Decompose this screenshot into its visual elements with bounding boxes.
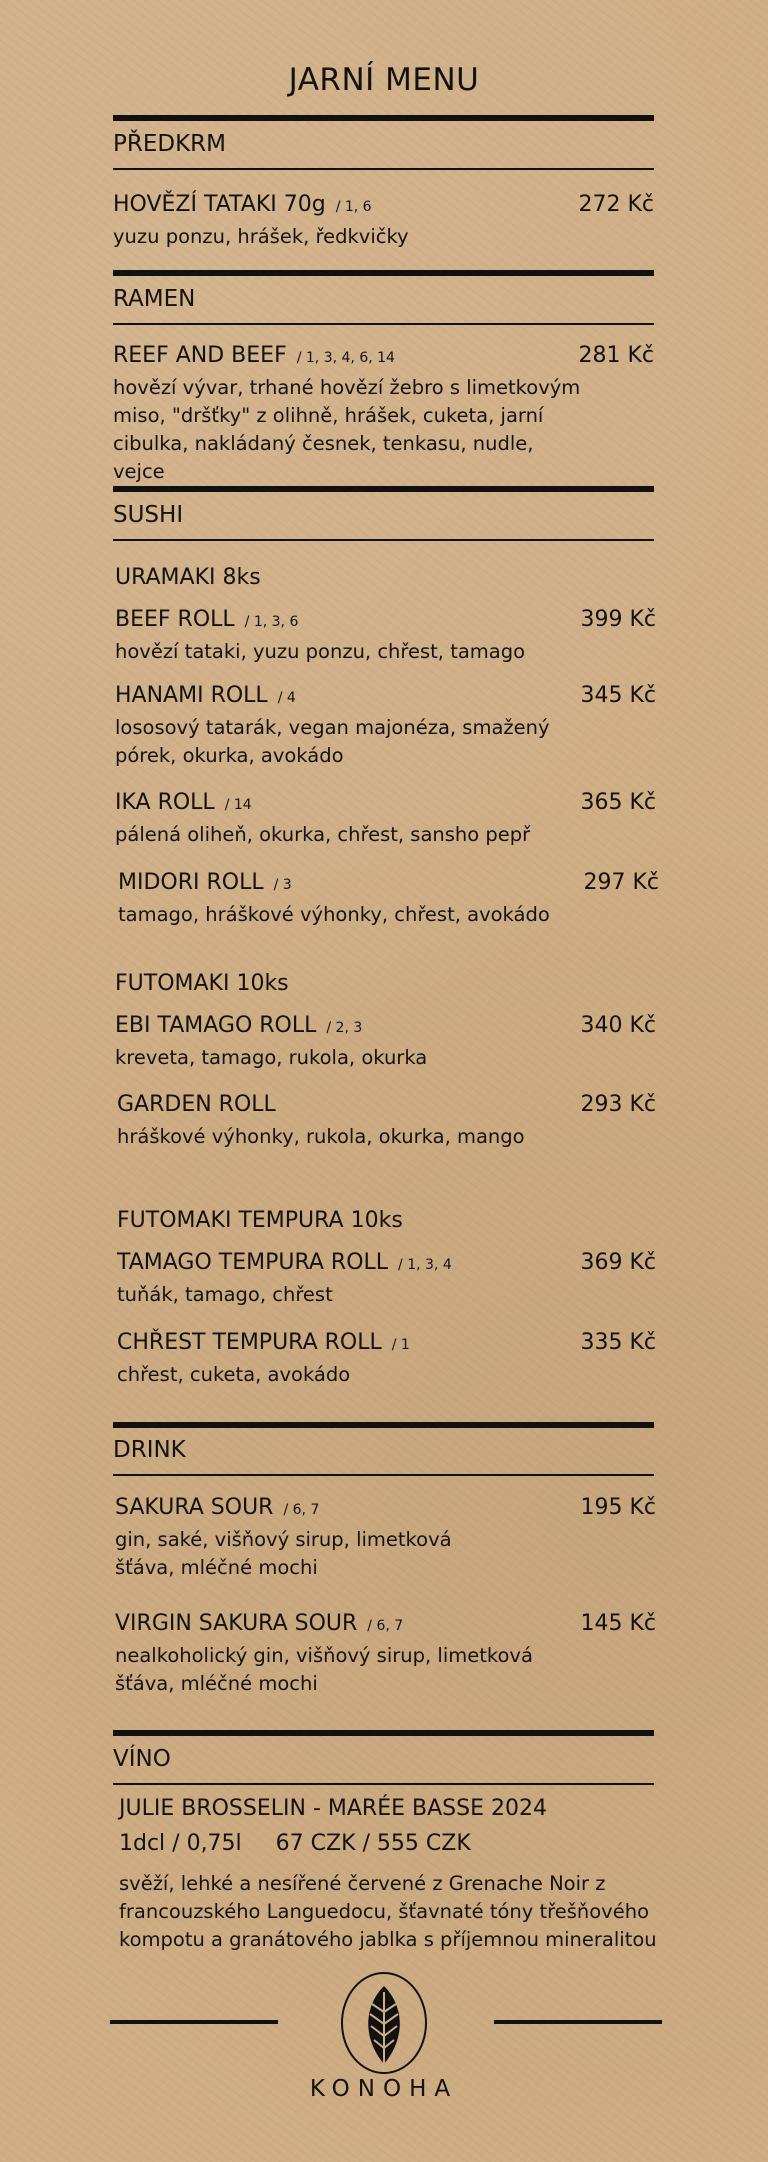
item-price: 281 Kč <box>578 343 654 368</box>
item-name-line <box>115 1013 656 1038</box>
item-allergens: / 1, 3, 6 <box>244 614 299 630</box>
item-description: hovězí tataki, yuzu ponzu, chřest, tamago <box>115 640 526 663</box>
item-price: 399 Kč <box>580 607 656 632</box>
item-name-line <box>113 343 654 368</box>
item-price: 145 Kč <box>580 1611 656 1636</box>
item-description: tuňák, tamago, chřest <box>117 1283 333 1306</box>
item-name: HANAMI ROLL <box>115 683 268 708</box>
brand-logo-text: KONOHA <box>309 2076 459 2102</box>
item-price: 345 Kč <box>580 683 656 708</box>
section-label-predkrm: PŘEDKRM <box>113 131 227 157</box>
item-name-line <box>115 1495 656 1520</box>
section-divider <box>113 270 654 276</box>
item-description: gin, saké, višňový sirup, limetková šťáva, mléčné mochi <box>115 1528 452 1579</box>
item-description: pálená olihеň, okurka, chřest, sansho pepř <box>115 823 531 846</box>
item-description: hovězí vývar, trhané hovězí žebro s limetkovým miso, "dršťky" z olihně, hrášek, cuketa, jarní cibulka, nakládaný česnek, tenkasu, nudle, vejce <box>113 376 581 483</box>
section-label-vino: VÍNO <box>113 1746 171 1772</box>
item-price: 340 Kč <box>580 1013 656 1038</box>
item-description: lososový tatarák, vegan majonéza, smažený pórek, okurka, avokádo <box>115 716 550 767</box>
item-name-line <box>118 870 659 895</box>
subsection-heading-uramaki: URAMAKI 8ks <box>115 565 261 590</box>
item-description: kreveta, tamago, rukola, okurka <box>115 1046 428 1069</box>
item-allergens: / 1 <box>391 1337 410 1353</box>
menu-item <box>113 343 654 486</box>
item-name: TAMAGO TEMPURA ROLL <box>117 1250 389 1275</box>
section-divider <box>113 486 654 492</box>
footer-rule-left <box>110 2020 278 2024</box>
item-allergens: / 3 <box>273 877 292 893</box>
menu-item <box>115 683 656 770</box>
wine-item <box>119 1796 699 1954</box>
item-description: hráškové výhonky, rukola, okurka, mango <box>117 1125 525 1148</box>
item-description: tamago, hráškové výhonky, chřest, avokádo <box>118 903 550 926</box>
wine-description: svěží, lehké a nesířené červené z Grenache Noir z francouzského Languedocu, šťavnaté tóny třešňového kompotu a granátového jablka s příjemnou mineralitou <box>119 1872 657 1951</box>
section-label-sushi: SUSHI <box>113 502 184 528</box>
menu-item <box>117 1330 656 1389</box>
subsection-heading-tempura: FUTOMAKI TEMPURA 10ks <box>117 1208 403 1233</box>
item-allergens: / 1, 3, 4, 6, 14 <box>296 350 395 366</box>
item-name: SAKURA SOUR <box>115 1495 274 1520</box>
item-name: EBI TAMAGO ROLL <box>115 1013 317 1038</box>
item-price: 297 Kč <box>583 870 659 895</box>
section-divider <box>113 1730 654 1736</box>
item-description: nealkoholický gin, višňový sirup, limetková šťáva, mléčné mochi <box>115 1644 533 1695</box>
section-label-ramen: RAMEN <box>113 286 196 312</box>
item-name: VIRGIN SAKURA SOUR <box>115 1611 358 1636</box>
item-description: chřest, cuketa, avokádo <box>117 1363 351 1386</box>
item-allergens: / 4 <box>277 690 296 706</box>
item-name-line <box>117 1330 656 1355</box>
section-underline <box>113 539 654 541</box>
section-underline <box>113 1783 654 1785</box>
item-name: IKA ROLL <box>115 790 215 815</box>
item-name-line <box>117 1250 656 1275</box>
menu-item <box>118 870 659 929</box>
menu-item <box>115 1013 656 1072</box>
wine-price: 67 CZK / 555 CZK <box>275 1831 471 1856</box>
menu-item <box>115 1611 656 1698</box>
item-price: 293 Kč <box>580 1092 656 1117</box>
item-price: 365 Kč <box>580 790 656 815</box>
item-allergens: / 1, 3, 4 <box>398 1257 452 1273</box>
item-price: 335 Kč <box>580 1330 656 1355</box>
menu-item <box>117 1092 656 1151</box>
menu-item <box>117 1250 656 1309</box>
section-underline <box>113 168 654 170</box>
menu-item <box>115 790 656 849</box>
section-divider <box>113 115 654 121</box>
item-allergens: / 2, 3 <box>326 1020 363 1036</box>
item-allergens: / 1, 6 <box>335 199 372 215</box>
item-name: HOVĚZÍ TATAKI 70g <box>113 192 326 217</box>
page-title: JARNÍ MENU <box>288 62 480 98</box>
item-name: REEF AND BEEF <box>113 343 287 368</box>
item-name: CHŘEST TEMPURA ROLL <box>117 1330 382 1355</box>
item-name-line <box>115 790 656 815</box>
item-allergens: / 6, 7 <box>367 1618 404 1634</box>
section-underline <box>113 1474 654 1476</box>
wine-name: JULIE BROSSELIN - MARÉE BASSE 2024 <box>119 1796 547 1821</box>
item-name-line <box>115 683 656 708</box>
item-name-line <box>115 1611 656 1636</box>
section-label-drink: DRINK <box>113 1437 186 1463</box>
item-price: 272 Kč <box>578 192 654 217</box>
item-allergens: / 6, 7 <box>283 1502 320 1518</box>
wine-price-line <box>119 1831 699 1856</box>
item-description: yuzu ponzu, hrášek, ředkvičky <box>113 225 409 248</box>
menu-item <box>115 1495 656 1582</box>
section-divider <box>113 1422 654 1428</box>
wine-volume: 1dcl / 0,75l <box>119 1831 242 1856</box>
item-name: MIDORI ROLL <box>118 870 264 895</box>
item-name-line <box>113 192 654 217</box>
item-price: 369 Kč <box>580 1250 656 1275</box>
item-name: BEEF ROLL <box>115 607 235 632</box>
item-allergens: / 14 <box>224 797 252 813</box>
menu-item <box>113 192 654 251</box>
menu-item <box>115 607 656 666</box>
item-name-line <box>115 607 656 632</box>
subsection-heading-futomaki: FUTOMAKI 10ks <box>115 971 289 996</box>
leaf-icon <box>334 1968 434 2088</box>
footer-rule-right <box>494 2020 662 2024</box>
section-underline <box>113 323 654 325</box>
item-price: 195 Kč <box>580 1495 656 1520</box>
item-name-line <box>117 1092 656 1117</box>
item-name: GARDEN ROLL <box>117 1092 276 1117</box>
